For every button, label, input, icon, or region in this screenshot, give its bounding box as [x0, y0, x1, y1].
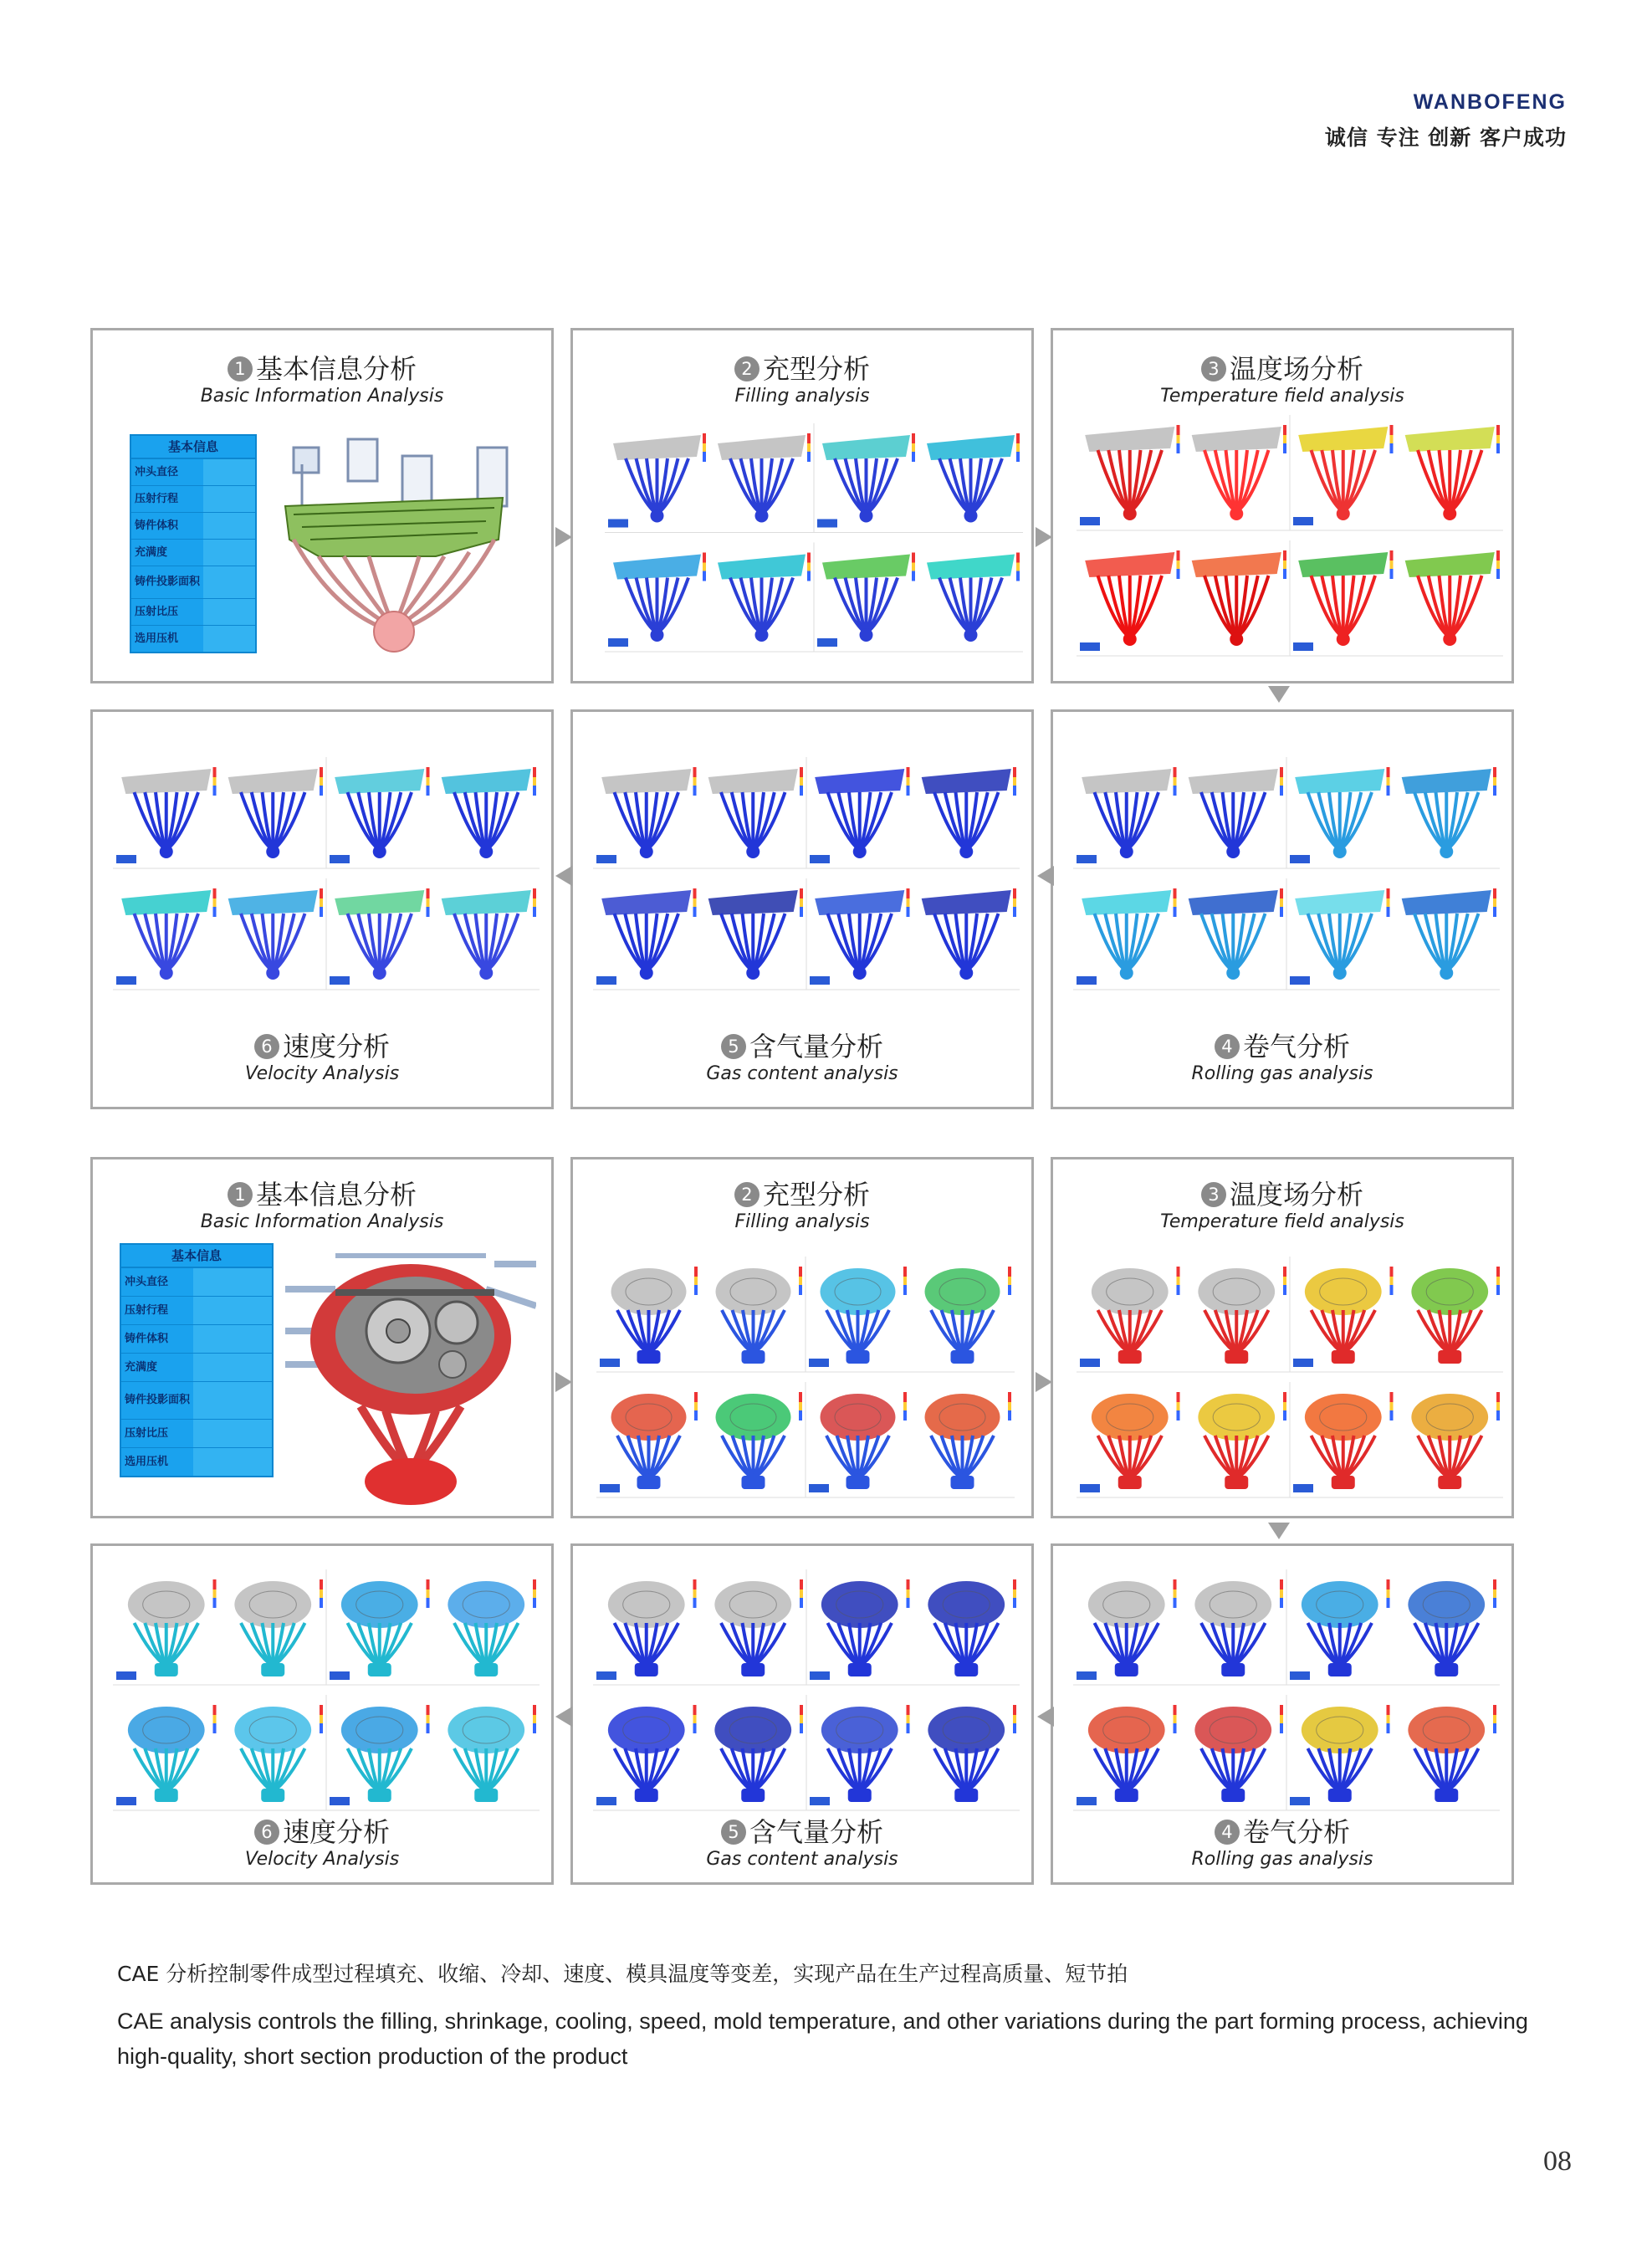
panel-title-zh: 含气量分析	[749, 1816, 883, 1848]
panel-header	[1053, 1178, 1511, 1233]
panel-title-zh: 基本信息分析	[255, 353, 417, 385]
step-number-badge: 2	[734, 1182, 760, 1207]
flow-arrow-down-icon	[1268, 686, 1290, 703]
info-row: 选用压机	[131, 626, 255, 652]
panel-title-en: Filling analysis	[734, 386, 870, 407]
panel-header	[93, 1178, 551, 1233]
page-number: 08	[1543, 2146, 1572, 2177]
progress-chip	[600, 1359, 620, 1367]
panel-basic-info-2	[90, 1157, 554, 1518]
panel-header	[1053, 352, 1511, 407]
panel-title-zh: 温度场分析	[1229, 353, 1363, 385]
panel-header	[573, 1030, 1031, 1085]
panel-title-en: Velocity Analysis	[244, 1063, 400, 1084]
panel-title-en: Velocity Analysis	[244, 1849, 400, 1870]
panel-title-zh: 充型分析	[762, 1179, 870, 1211]
panel-rolling-gas-1	[1051, 709, 1514, 1109]
info-row: 铸件投影面积	[121, 1382, 272, 1420]
progress-chip	[600, 1484, 620, 1492]
rolling-gas-simulation-image	[1073, 752, 1500, 995]
flow-arrow-right-icon	[555, 527, 572, 547]
progress-chip	[1293, 642, 1313, 651]
progress-chip	[1077, 1797, 1097, 1805]
progress-chip	[330, 1797, 350, 1805]
info-row: 冲头直径	[121, 1268, 272, 1297]
flow-arrow-left-icon	[1037, 1707, 1054, 1727]
progress-chip	[1290, 855, 1310, 863]
panel-title-en: Rolling gas analysis	[1191, 1063, 1373, 1084]
velocity-simulation-image	[113, 1564, 540, 1815]
panel-title-zh: 温度场分析	[1229, 1179, 1363, 1211]
progress-chip	[810, 1671, 830, 1680]
progress-chip	[1290, 976, 1310, 985]
step-number-badge: 1	[228, 1182, 253, 1207]
info-row: 压射比压	[121, 1420, 272, 1448]
panel-title-en: Temperature field analysis	[1160, 1211, 1404, 1232]
info-row: 铸件投影面积	[131, 566, 255, 599]
velocity-simulation-image	[113, 752, 540, 995]
panel-velocity-2	[90, 1543, 554, 1885]
panel-temperature-1	[1051, 328, 1514, 683]
flow-arrow-left-icon	[555, 1707, 572, 1727]
panel-title-en: Gas content analysis	[706, 1063, 898, 1084]
panel-header	[573, 1815, 1031, 1871]
casting-model-image	[285, 1239, 536, 1507]
flow-arrow-left-icon	[1037, 866, 1054, 886]
panel-title-en: Gas content analysis	[706, 1849, 898, 1870]
progress-chip	[1293, 1359, 1313, 1367]
panel-header	[93, 352, 551, 407]
panel-gas-content-2	[570, 1543, 1034, 1885]
progress-chip	[116, 1797, 136, 1805]
progress-chip	[330, 1671, 350, 1680]
progress-chip	[1080, 1359, 1100, 1367]
rolling-gas-simulation-image	[1073, 1564, 1500, 1815]
brand-slogan: 诚信 专注 创新 客户成功	[1324, 125, 1567, 150]
info-table-title: 基本信息	[131, 436, 255, 459]
panel-filling-2	[570, 1157, 1034, 1518]
step-number-badge: 5	[721, 1820, 746, 1845]
footer-text-en: CAE analysis controls the filling, shrinkage, cooling, speed, mold temperature, and other variations during the part forming process, achieving high-quality, short section production of the product	[117, 2009, 1528, 2069]
info-row: 选用压机	[121, 1448, 272, 1476]
temperature-simulation-image	[1077, 1252, 1503, 1502]
panel-title-zh: 卷气分析	[1242, 1031, 1350, 1062]
progress-chip	[1293, 1484, 1313, 1492]
basic-info-table	[120, 1243, 274, 1477]
progress-chip	[608, 638, 628, 647]
progress-chip	[817, 520, 837, 528]
progress-chip	[330, 976, 350, 985]
progress-chip	[809, 1484, 829, 1492]
step-number-badge: 2	[734, 356, 760, 381]
progress-chip	[1293, 517, 1313, 525]
flow-arrow-right-icon	[1036, 527, 1052, 547]
footer-text-zh: CAE 分析控制零件成型过程填充、收缩、冷却、速度、模具温度等变差，实现产品在生产过程高质量、短节拍	[117, 1962, 1128, 1986]
progress-chip	[116, 1671, 136, 1680]
info-row: 压射行程	[121, 1297, 272, 1325]
step-number-badge: 6	[254, 1820, 279, 1845]
gas-content-simulation-image	[593, 1564, 1020, 1815]
panel-title-en: Temperature field analysis	[1160, 386, 1404, 407]
step-number-badge: 3	[1201, 1182, 1226, 1207]
panel-title-zh: 速度分析	[282, 1816, 390, 1848]
brand-logo: WANBOFENG	[1413, 90, 1567, 114]
step-number-badge: 4	[1215, 1034, 1240, 1059]
progress-chip	[116, 976, 136, 985]
panel-title-en: Rolling gas analysis	[1191, 1849, 1373, 1870]
step-number-badge: 6	[254, 1034, 279, 1059]
info-row: 压射比压	[131, 599, 255, 626]
flow-arrow-down-icon	[1268, 1523, 1290, 1539]
progress-chip	[1080, 517, 1100, 525]
progress-chip	[810, 976, 830, 985]
panel-header	[1053, 1030, 1511, 1085]
panel-title-en: Filling analysis	[734, 1211, 870, 1232]
progress-chip	[330, 855, 350, 863]
panel-title-zh: 含气量分析	[749, 1031, 883, 1062]
basic-info-table	[130, 434, 257, 653]
panel-temperature-2	[1051, 1157, 1514, 1518]
step-number-badge: 3	[1201, 356, 1226, 381]
panel-title-zh: 速度分析	[282, 1031, 390, 1062]
panel-header	[93, 1815, 551, 1871]
casting-model-image	[269, 431, 519, 657]
panel-header	[573, 1178, 1031, 1233]
step-number-badge: 5	[721, 1034, 746, 1059]
filling-simulation-image	[605, 418, 1023, 657]
panel-filling-1	[570, 328, 1034, 683]
flow-arrow-right-icon	[555, 1372, 572, 1392]
panel-header	[573, 352, 1031, 407]
panel-velocity-1	[90, 709, 554, 1109]
panel-rolling-gas-2	[1051, 1543, 1514, 1885]
progress-chip	[1080, 1484, 1100, 1492]
flow-arrow-left-icon	[555, 866, 572, 886]
progress-chip	[1077, 1671, 1097, 1680]
filling-simulation-image	[596, 1252, 1015, 1502]
progress-chip	[116, 855, 136, 863]
progress-chip	[596, 1671, 616, 1680]
progress-chip	[1290, 1671, 1310, 1680]
step-number-badge: 4	[1215, 1820, 1240, 1845]
temperature-simulation-image	[1077, 410, 1503, 661]
progress-chip	[809, 1359, 829, 1367]
brand-block	[1325, 90, 1567, 151]
progress-chip	[1290, 1797, 1310, 1805]
info-row: 充满度	[121, 1354, 272, 1382]
panel-title-zh: 基本信息分析	[255, 1179, 417, 1211]
gas-content-simulation-image	[593, 752, 1020, 995]
panel-title-zh: 卷气分析	[1242, 1816, 1350, 1848]
panel-title-en: Basic Information Analysis	[200, 1211, 444, 1232]
panel-header	[93, 1030, 551, 1085]
progress-chip	[1077, 976, 1097, 985]
progress-chip	[1077, 855, 1097, 863]
progress-chip	[817, 638, 837, 647]
panel-header	[1053, 1815, 1511, 1871]
info-row: 铸件体积	[121, 1325, 272, 1354]
progress-chip	[810, 855, 830, 863]
panel-gas-content-1	[570, 709, 1034, 1109]
info-row: 充满度	[131, 540, 255, 566]
info-row: 冲头直径	[131, 459, 255, 486]
progress-chip	[596, 855, 616, 863]
progress-chip	[596, 1797, 616, 1805]
panel-title-en: Basic Information Analysis	[200, 386, 444, 407]
info-row: 铸件体积	[131, 513, 255, 540]
info-table-title: 基本信息	[121, 1245, 272, 1268]
progress-chip	[596, 976, 616, 985]
panel-basic-info-1	[90, 328, 554, 683]
info-row: 压射行程	[131, 486, 255, 513]
progress-chip	[1080, 642, 1100, 651]
step-number-badge: 1	[228, 356, 253, 381]
progress-chip	[810, 1797, 830, 1805]
progress-chip	[608, 520, 628, 528]
flow-arrow-right-icon	[1036, 1372, 1052, 1392]
panel-title-zh: 充型分析	[762, 353, 870, 385]
